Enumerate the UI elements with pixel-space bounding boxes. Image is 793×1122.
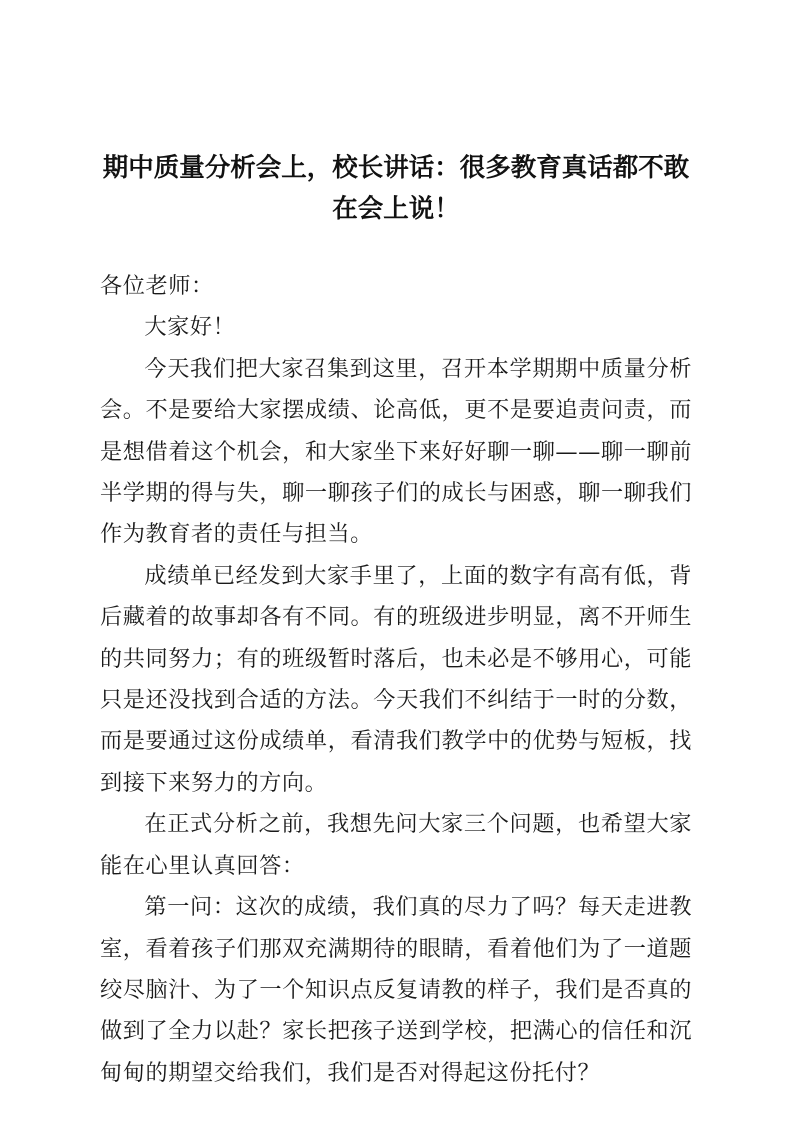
salutation: 各位老师： (100, 273, 214, 299)
paragraph-question-one: 第一问：这次的成绩，我们真的尽力了吗？每天走进教室，看着孩子们那双充满期待的眼睛，看着他们为了一道题绞尽脑汁、为了一个知识点反复请教的样子，我们是否真的做到了全力以赴？家长把孩子送到学校，把满心的信任和沉甸甸的期望交给我们，我们是否对得起这份托付？ (100, 894, 692, 1086)
document-body (100, 266, 692, 1094)
paragraph-report-cards: 成绩单已经发到大家手里了，上面的数字有高有低，背后藏着的故事却各有不同。有的班级进步明显，离不开师生的共同努力；有的班级暂时落后，也未必是不够用心，可能只是还没找到合适的方法。今天我们不纠结于一时的分数，而是要通过这份成绩单，看清我们教学中的优势与短板，找到接下来努力的方向。 (100, 562, 692, 796)
paragraph-three-questions-intro: 在正式分析之前，我想先问大家三个问题，也希望大家能在心里认真回答： (100, 811, 692, 879)
page-title: 期中质量分析会上，校长讲话：很多教育真话都不敢在会上说！ (102, 153, 690, 224)
paragraph-greeting: 大家好！ (144, 314, 236, 341)
document-content (100, 0, 692, 1094)
paragraph-meeting-purpose: 今天我们把大家召集到这里，召开本学期期中质量分析会。不是要给大家摆成绩、论高低，更不是要追责问责，而是想借着这个机会，和大家坐下来好好聊一聊——聊一聊前半学期的得与失，聊一聊孩子们的成长与困惑，聊一聊我们作为教育者的责任与担当。 (100, 355, 692, 548)
